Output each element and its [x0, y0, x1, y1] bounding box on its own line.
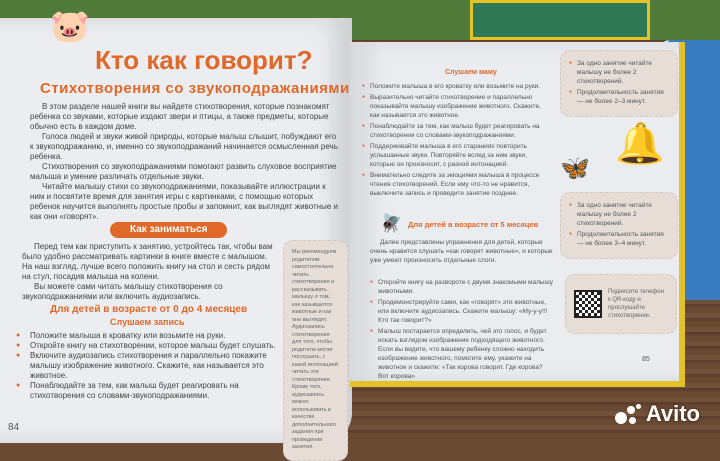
- avito-watermark: [615, 401, 700, 427]
- intro-text: [30, 102, 340, 222]
- list-item: ● Понаблюдайте за тем, как малыш будет реагировать на стихотворения со словами-звукоподражаниями.: [362, 122, 552, 140]
- list-item: ● Выразительно читайте стихотворение и параллельно показывайте малышу изображение животного. Скажите, как называется это животное.: [362, 93, 552, 120]
- list-item: ● За одно занятие читайте малышу не более 2 стихотворений.: [569, 59, 669, 86]
- page-title: Кто как говорит?: [95, 45, 313, 75]
- list-item: ● Поддерживайте малыша в его стараниях повторить услышанные звуки. Повторяйте вслед за ним звуки, которые он произносит, с разной интонацией.: [362, 142, 552, 169]
- list-item: ● Внимательно следите за эмоциями малыша в процессе чтения стихотворений. Если ему что-то не нравится, выключите запись и проведите занятие позднее.: [362, 171, 552, 198]
- dragonfly-illustration: 🪰: [380, 213, 403, 233]
- paragraph: Перед тем как приступить к занятию, устройтесь так, чтобы вам было удобно рассматривать картинки в книге вместе с малышом. На наш взгляд, лучше всего положить книгу на стол и сесть рядом на стул, посадив малыша на колени.: [22, 242, 273, 281]
- sub-heading: Слушаем запись: [110, 317, 185, 327]
- paragraph: В этом разделе нашей книги вы найдете стихотворения, которые познакомят ребенка со звуками, которые издают звери и птицы, а также предметы, которые обычно есть в каждом доме.: [30, 102, 330, 131]
- qr-box: [565, 274, 677, 334]
- list-item: ● Включите аудиозапись стихотворения и параллельно покажите малышу изображение животного. Скажите, как называется это животное.: [16, 351, 278, 381]
- intro-text: Далее представлены упражнения для детей, которые очень нравится слушать «как говорят животные», и которые уже умеют произносить отдельные слоги.: [370, 239, 553, 264]
- age-heading: Для детей в возрасте от 0 до 4 месяцев: [50, 304, 248, 315]
- butterfly-illustration: 🦋: [560, 155, 590, 182]
- list-item: ● Малыш постарается определить, чей это голос, и будет искать взглядом изображение подходящего животного. Если вы видите, что вашему ребенку сложно находить изображение животного, помогите ему, укажите на животное и скажите: «Так корова говорит. Где корова? Вот корова»: [370, 327, 555, 381]
- avito-logo-icon: [615, 404, 641, 426]
- list-item: ● Откройте книгу на развороте с двумя знакомыми малышу животными.: [370, 278, 555, 296]
- bells-illustration: 🔔: [615, 122, 665, 166]
- list-item: ● Продолжительность занятия — не более 2–3 минут.: [569, 88, 669, 106]
- right-page: [350, 42, 685, 387]
- paragraph: Стихотворения со звукоподражаниями помогают развить слуховое восприятие малыша и умение различать отдельные звуки.: [30, 162, 337, 181]
- list-item: ● Положите малыша в кроватку или возьмите на руки.: [16, 331, 278, 341]
- tip-box: [560, 50, 678, 117]
- bullet-list: [362, 82, 552, 200]
- how-text: [22, 242, 277, 302]
- list-item: ● Откройте книгу на стихотворении, которое малыш будет слушать.: [16, 341, 278, 351]
- tip-box: [560, 192, 678, 259]
- list-item: ● Продемонстрируйте сами, как «говорят» эти животные, или включите аудиозапись. Скажите малышу: «Му-у-у!!! Кто так говорит?»: [370, 298, 555, 325]
- page-number: 84: [8, 422, 20, 433]
- paragraph: Читайте малышу стихи со звукоподражаниями, показывайте иллюстрации к ним и посвятите время для занятия игры с картинками, с помощью которых ребенок научится выполнять простые пробы и запомнит, как выглядят животные и как они «говорят».: [30, 182, 338, 221]
- qr-code[interactable]: [574, 290, 602, 318]
- age-heading: Для детей в возрасте от 5 месяцев: [408, 220, 539, 229]
- background-book: [470, 0, 650, 40]
- paragraph: Вы можете сами читать малышу стихотворения со звукоподражаниями или включить аудиозапись.: [22, 282, 223, 301]
- bullet-list: [16, 331, 278, 401]
- list-item: ● Положите малыша в его кроватку или возьмите на руки.: [362, 82, 552, 91]
- note-box: Мы рекомендуем родителям самостоятельно читать стихотворения и рассказывать малышу о том, как называются животные и как они выглядят. Аудиозапись стихотворения для того, чтобы родители могли послушать, с какой интонацией читать эти стихотворения. Кроме того, аудиозапись можно использовать в качестве дополнительного задания при проведении занятия.: [283, 240, 348, 461]
- pig-illustration: 🐷: [50, 8, 90, 44]
- how-to-badge: Как заниматься: [110, 222, 227, 238]
- page-subtitle: Стихотворения со звукоподражаниями: [40, 80, 350, 97]
- page-number: 85: [642, 356, 650, 363]
- sub-heading: Слушаем маму: [445, 69, 497, 76]
- bullet-list: [370, 278, 555, 383]
- list-item: ● Понаблюдайте за тем, как малыш будет реагировать на стихотворения со словами-звукоподражаниями.: [16, 381, 278, 401]
- qr-text: Поднесите телефон к QR-коду и прослушайте стихотворение.: [608, 289, 664, 319]
- paragraph: Голоса людей и звуки живой природы, которые малыш слышит, побуждают его к звукоподражанию, и, именно со звукоподражаний начинается осмысленная речь ребенка.: [30, 132, 338, 161]
- avito-text: Avito: [645, 401, 700, 426]
- list-item: ● За одно занятие читайте малышу не более 2 стихотворений.: [569, 201, 669, 228]
- list-item: ● Продолжительность занятия — не более 3–4 минут.: [569, 230, 669, 248]
